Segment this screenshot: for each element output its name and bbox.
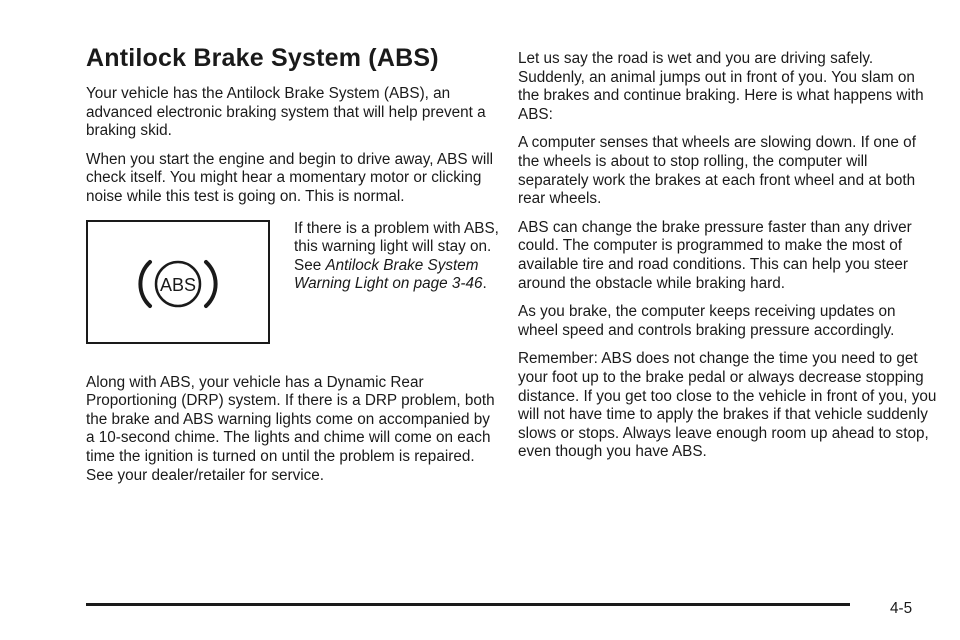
warning-light-description xyxy=(294,220,499,294)
abs-warning-light-box xyxy=(86,220,270,344)
abs-icon-label: ABS xyxy=(159,274,197,295)
warning-text: If there is a problem with ABS, this warning light will stay on. See xyxy=(294,219,499,274)
self-check-paragraph: When you start the engine and begin to drive away, ABS will check itself. You might hear a momentary motor or clicking noise while this test is going on. This is normal. xyxy=(86,150,494,205)
footer-rule xyxy=(86,603,850,606)
left-column xyxy=(86,85,499,495)
updates-paragraph: As you brake, the computer keeps receiving updates on wheel speed and controls braking pressure accordingly. xyxy=(518,303,896,339)
page-number: 4-5 xyxy=(890,600,913,617)
remember-paragraph: Remember: ABS does not change the time you need to get your foot up to the brake pedal or always decrease stopping distance. If you get too close to the vehicle in front of you, you will not have time to apply the brakes if that vehicle suddenly slows or stops. Always leave enough room up ahead to stop, even though you have ABS. xyxy=(518,350,937,461)
pressure-paragraph: ABS can change the brake pressure faster than any driver could. The computer is programmed to make the most of available tire and road conditions. This can help you steer around the obstacle while braking hard. xyxy=(518,218,912,292)
abs-warning-light-icon xyxy=(88,222,268,342)
page-reference-link[interactable]: Antilock Brake System Warning Light on page 3-46 xyxy=(294,256,483,293)
right-column xyxy=(518,50,938,472)
computer-senses-paragraph: A computer senses that wheels are slowing down. If one of the wheels is about to stop rolling, the computer will separately work the brakes at each front wheel and at both rear wheels. xyxy=(518,134,916,208)
intro-paragraph: Your vehicle has the Antilock Brake System (ABS), an advanced electronic braking system that will help prevent a braking skid. xyxy=(86,85,486,140)
warning-light-figure xyxy=(86,219,499,362)
drp-paragraph: Along with ABS, your vehicle has a Dynamic Rear Proportioning (DRP) system. If there is a DRP problem, both the brake and ABS warning lights come on accompanied by a 10-second chime. The lights and chime will come on each time the ignition is turned on until the problem is repaired. See your dealer/retailer for service. xyxy=(86,373,495,484)
scenario-paragraph: Let us say the road is wet and you are driving safely. Suddenly, an animal jumps out in front of you. You slam on the brakes and continue braking. Here is what happens with ABS: xyxy=(518,50,924,123)
section-title: Antilock Brake System (ABS) xyxy=(86,44,439,72)
warning-text-end: . xyxy=(482,275,487,293)
